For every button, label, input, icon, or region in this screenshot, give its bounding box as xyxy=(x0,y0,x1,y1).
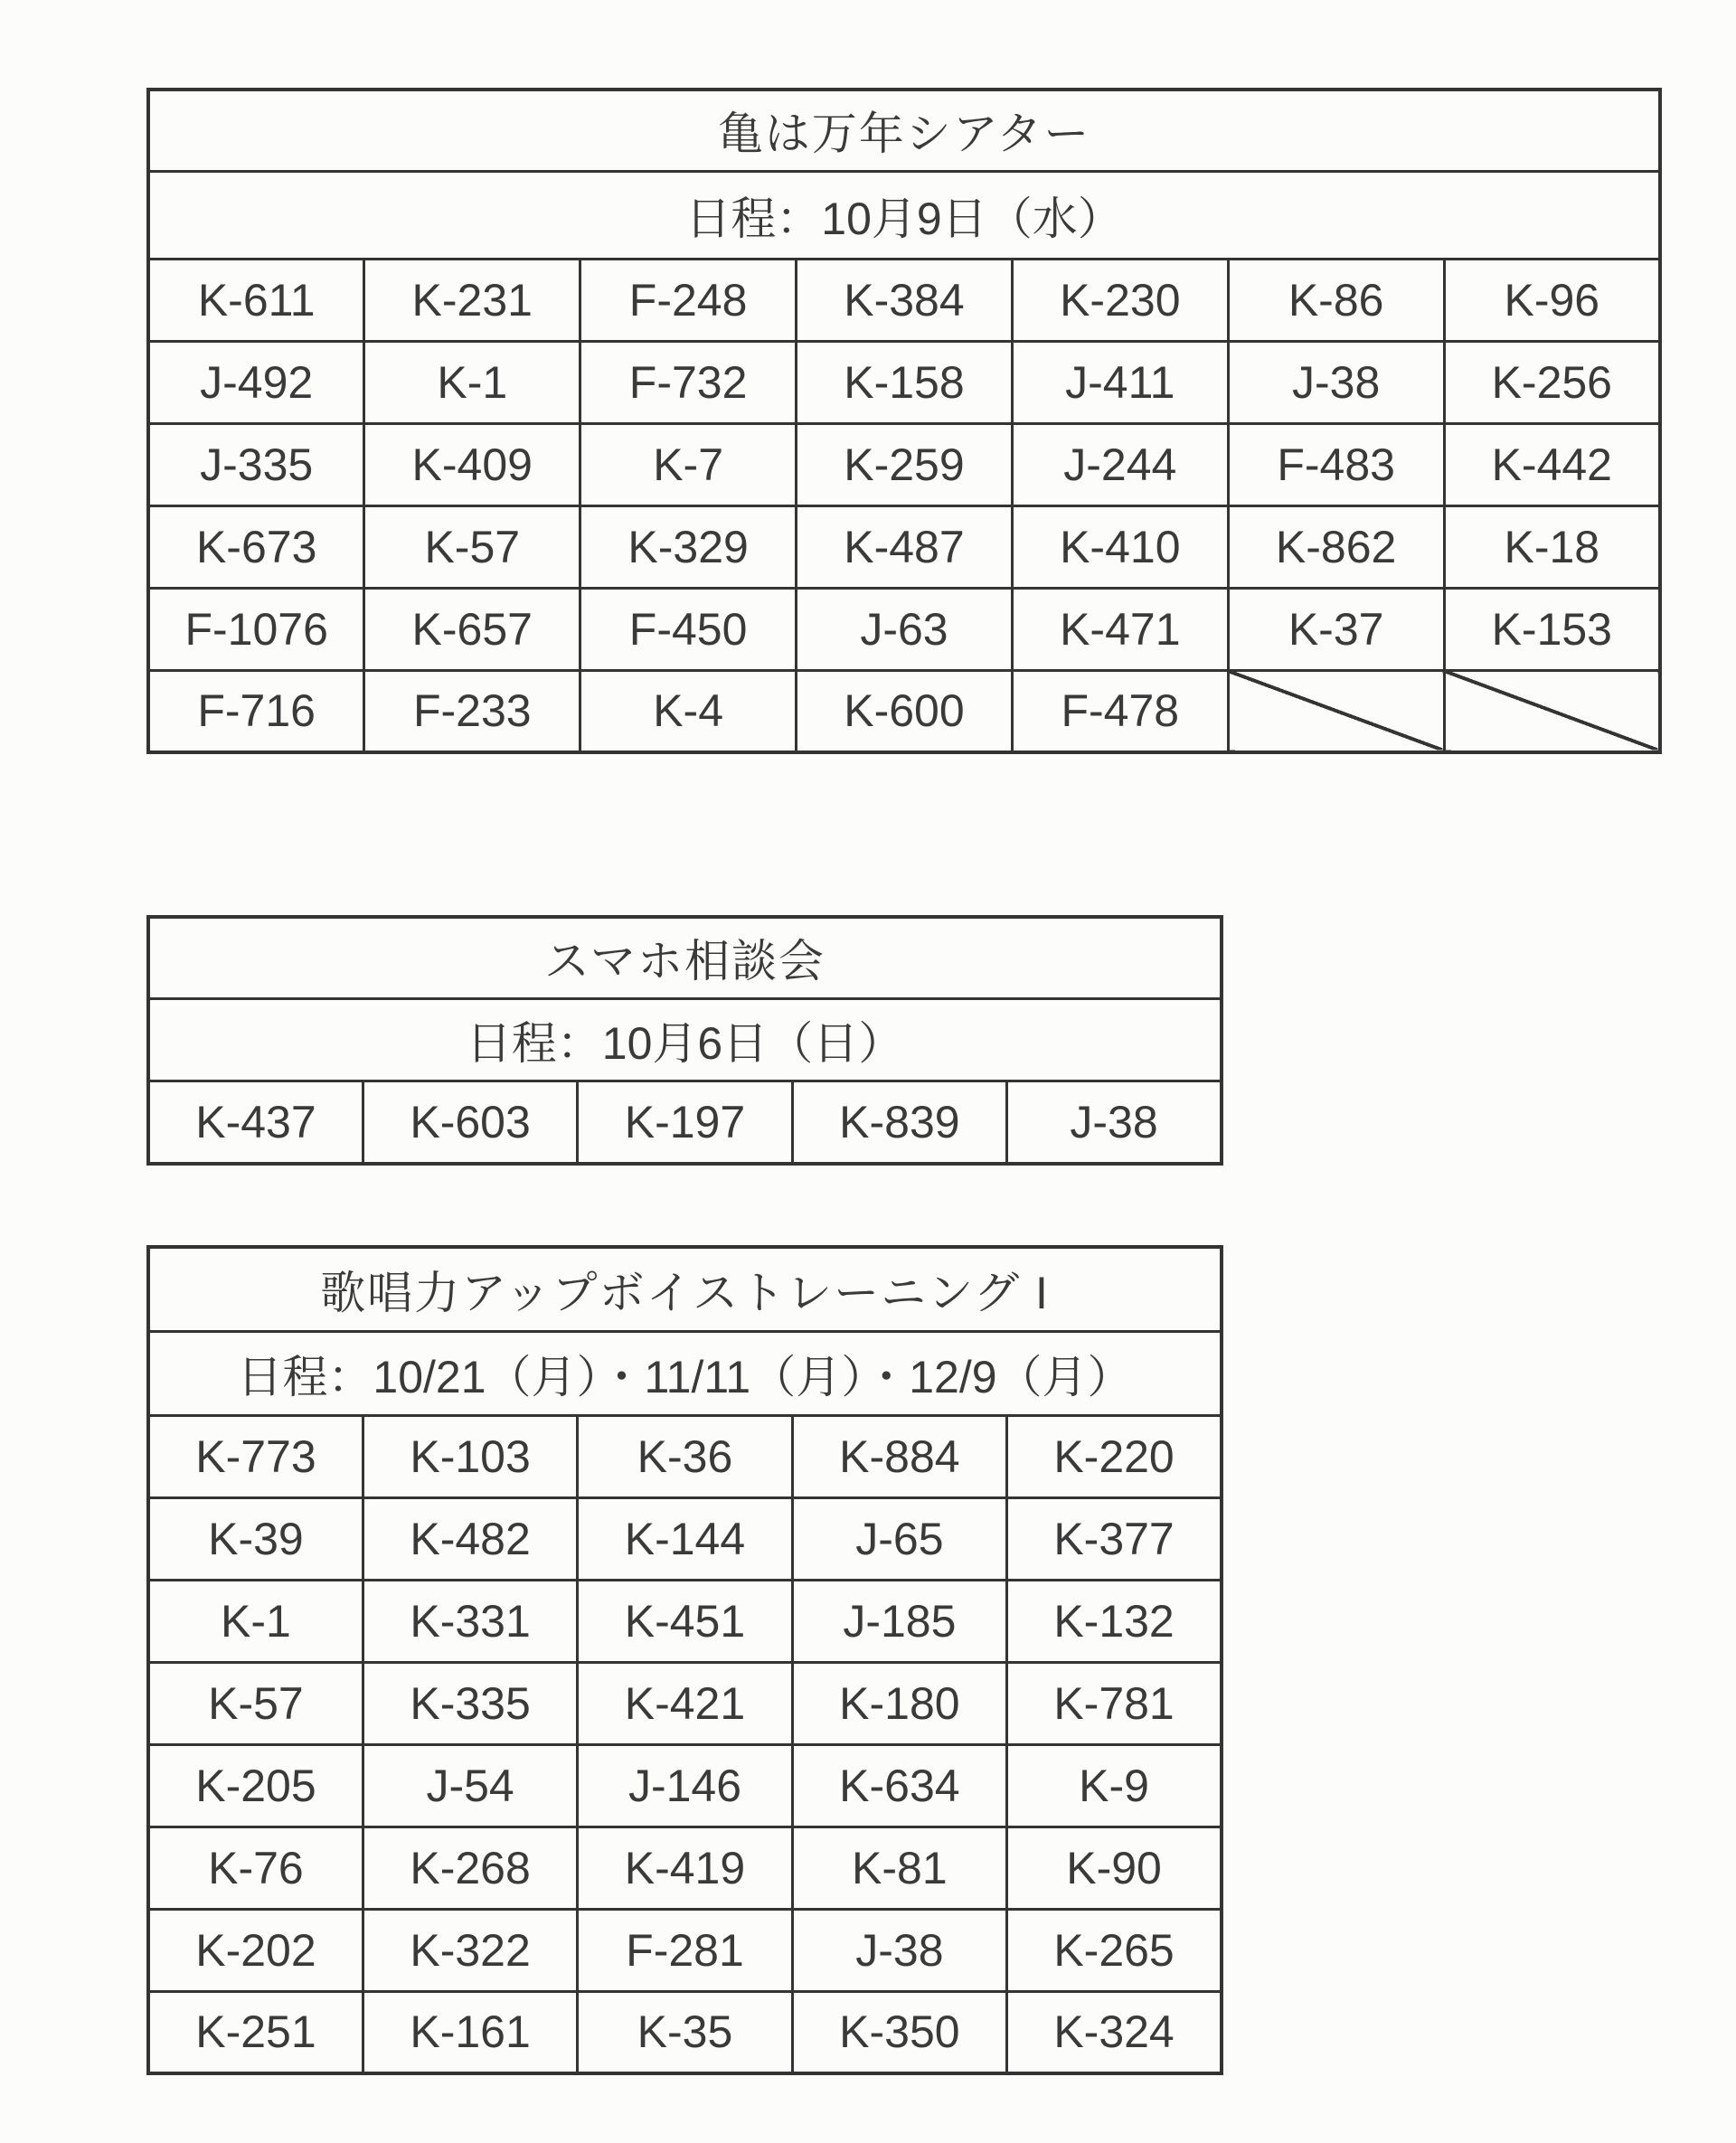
theater-schedule-table xyxy=(146,88,1662,754)
seat-code-cell: K-350 xyxy=(792,1991,1006,2073)
seat-code-cell: K-657 xyxy=(364,588,580,670)
seat-code-cell: K-268 xyxy=(363,1827,577,1909)
seat-code-cell: F-233 xyxy=(364,670,580,752)
title-row xyxy=(148,90,1660,171)
seat-code-cell: F-450 xyxy=(580,588,797,670)
table-row xyxy=(148,588,1660,670)
seat-code-cell: K-487 xyxy=(797,505,1013,588)
voice-training-table xyxy=(146,1245,1223,2075)
seat-code-cell: K-335 xyxy=(363,1662,577,1744)
seat-code-cell: K-603 xyxy=(363,1081,577,1164)
seat-code-cell: K-231 xyxy=(364,259,580,341)
seat-code-cell: K-37 xyxy=(1228,588,1444,670)
seat-code-cell: K-773 xyxy=(148,1415,363,1497)
seat-code-cell: F-1076 xyxy=(148,588,364,670)
seat-code-cell: K-409 xyxy=(364,423,580,505)
seat-code-cell: K-4 xyxy=(580,670,797,752)
table-row xyxy=(148,1909,1222,1991)
seat-code-cell: J-65 xyxy=(792,1497,1006,1580)
table-row xyxy=(148,505,1660,588)
seat-code-cell: K-202 xyxy=(148,1909,363,1991)
seat-code-cell: K-76 xyxy=(148,1827,363,1909)
schedule-row xyxy=(148,1331,1222,1415)
seat-code-cell: K-421 xyxy=(578,1662,792,1744)
seat-code-cell: K-7 xyxy=(580,423,797,505)
table-row xyxy=(148,670,1660,752)
seat-code-cell: K-132 xyxy=(1007,1580,1222,1662)
seat-code-cell: J-335 xyxy=(148,423,364,505)
table-row xyxy=(148,1827,1222,1909)
table-schedule: 日程：10月9日（水） xyxy=(148,171,1660,259)
seat-code-cell: K-451 xyxy=(578,1580,792,1662)
seat-code-cell: F-483 xyxy=(1228,423,1444,505)
seat-code-cell: K-230 xyxy=(1012,259,1228,341)
seat-code-cell: J-38 xyxy=(792,1909,1006,1991)
seat-code-cell: K-9 xyxy=(1007,1744,1222,1827)
seat-code-cell: F-281 xyxy=(578,1909,792,1991)
seat-code-cell: J-244 xyxy=(1012,423,1228,505)
schedule-row xyxy=(148,171,1660,259)
table-schedule: 日程：10/21（月）・11/11（月）・12/9（月） xyxy=(148,1331,1222,1415)
seat-code-cell: K-634 xyxy=(792,1744,1006,1827)
seat-code-cell: J-146 xyxy=(578,1744,792,1827)
seat-code-cell: K-256 xyxy=(1444,341,1660,423)
seat-code-cell: F-248 xyxy=(580,259,797,341)
seat-code-cell: K-384 xyxy=(797,259,1013,341)
seat-code-cell: K-153 xyxy=(1444,588,1660,670)
seat-code-cell: K-442 xyxy=(1444,423,1660,505)
seat-code-cell: K-410 xyxy=(1012,505,1228,588)
table-row xyxy=(148,1991,1222,2073)
table-title: 亀は万年シアター xyxy=(148,90,1660,171)
table-row xyxy=(148,1415,1222,1497)
seat-code-cell: K-673 xyxy=(148,505,364,588)
seat-code-cell: K-205 xyxy=(148,1744,363,1827)
seat-code-cell: J-492 xyxy=(148,341,364,423)
seat-code-cell: K-161 xyxy=(363,1991,577,2073)
seat-code-cell: K-18 xyxy=(1444,505,1660,588)
seat-code-cell: K-57 xyxy=(364,505,580,588)
table-row xyxy=(148,1497,1222,1580)
table-title: 歌唱力アップボイストレーニング I xyxy=(148,1247,1222,1331)
seat-code-cell: K-35 xyxy=(578,1991,792,2073)
table-row xyxy=(148,341,1660,423)
table-row xyxy=(148,1580,1222,1662)
seat-code-cell: K-322 xyxy=(363,1909,577,1991)
seat-code-cell: F-716 xyxy=(148,670,364,752)
seat-code-cell: J-185 xyxy=(792,1580,1006,1662)
seat-code-cell: K-57 xyxy=(148,1662,363,1744)
seat-code-cell: K-437 xyxy=(148,1081,363,1164)
seat-code-cell: J-38 xyxy=(1228,341,1444,423)
table-row xyxy=(148,1662,1222,1744)
seat-code-cell: K-377 xyxy=(1007,1497,1222,1580)
seat-code-cell: K-197 xyxy=(578,1081,792,1164)
table-row xyxy=(148,1744,1222,1827)
seat-code-cell: K-324 xyxy=(1007,1991,1222,2073)
seat-code-cell: J-54 xyxy=(363,1744,577,1827)
seat-code-cell: K-611 xyxy=(148,259,364,341)
table-schedule: 日程：10月6日（日） xyxy=(148,998,1222,1081)
seat-code-cell: K-600 xyxy=(797,670,1013,752)
seat-code-cell: K-884 xyxy=(792,1415,1006,1497)
seat-code-cell: K-39 xyxy=(148,1497,363,1580)
seat-code-cell: F-732 xyxy=(580,341,797,423)
seat-code-cell: K-251 xyxy=(148,1991,363,2073)
title-row xyxy=(148,917,1222,998)
seat-code-cell: K-259 xyxy=(797,423,1013,505)
seat-code-cell: K-839 xyxy=(792,1081,1006,1164)
crossed-out-cell xyxy=(1228,670,1444,752)
seat-code-cell: K-471 xyxy=(1012,588,1228,670)
seat-code-cell: K-86 xyxy=(1228,259,1444,341)
seat-code-cell: K-180 xyxy=(792,1662,1006,1744)
title-row xyxy=(148,1247,1222,1331)
seat-code-cell: K-36 xyxy=(578,1415,792,1497)
seat-code-cell: K-90 xyxy=(1007,1827,1222,1909)
table-row xyxy=(148,423,1660,505)
seat-code-cell: K-81 xyxy=(792,1827,1006,1909)
seat-code-cell: F-478 xyxy=(1012,670,1228,752)
table-row xyxy=(148,1081,1222,1164)
table-title: スマホ相談会 xyxy=(148,917,1222,998)
seat-code-cell: K-265 xyxy=(1007,1909,1222,1991)
seat-code-cell: K-419 xyxy=(578,1827,792,1909)
seat-code-cell: K-144 xyxy=(578,1497,792,1580)
table-row xyxy=(148,259,1660,341)
seat-code-cell: J-63 xyxy=(797,588,1013,670)
seat-code-cell: K-220 xyxy=(1007,1415,1222,1497)
seat-code-cell: K-781 xyxy=(1007,1662,1222,1744)
seat-code-cell: J-411 xyxy=(1012,341,1228,423)
seat-code-cell: K-329 xyxy=(580,505,797,588)
seat-code-cell: K-482 xyxy=(363,1497,577,1580)
seat-code-cell: K-331 xyxy=(363,1580,577,1662)
seat-code-cell: K-96 xyxy=(1444,259,1660,341)
seat-code-cell: K-158 xyxy=(797,341,1013,423)
seat-code-cell: J-38 xyxy=(1007,1081,1222,1164)
smartphone-consultation-table xyxy=(146,915,1223,1166)
seat-code-cell: K-1 xyxy=(148,1580,363,1662)
seat-code-cell: K-1 xyxy=(364,341,580,423)
crossed-out-cell xyxy=(1444,670,1660,752)
seat-code-cell: K-103 xyxy=(363,1415,577,1497)
schedule-row xyxy=(148,998,1222,1081)
seat-code-cell: K-862 xyxy=(1228,505,1444,588)
